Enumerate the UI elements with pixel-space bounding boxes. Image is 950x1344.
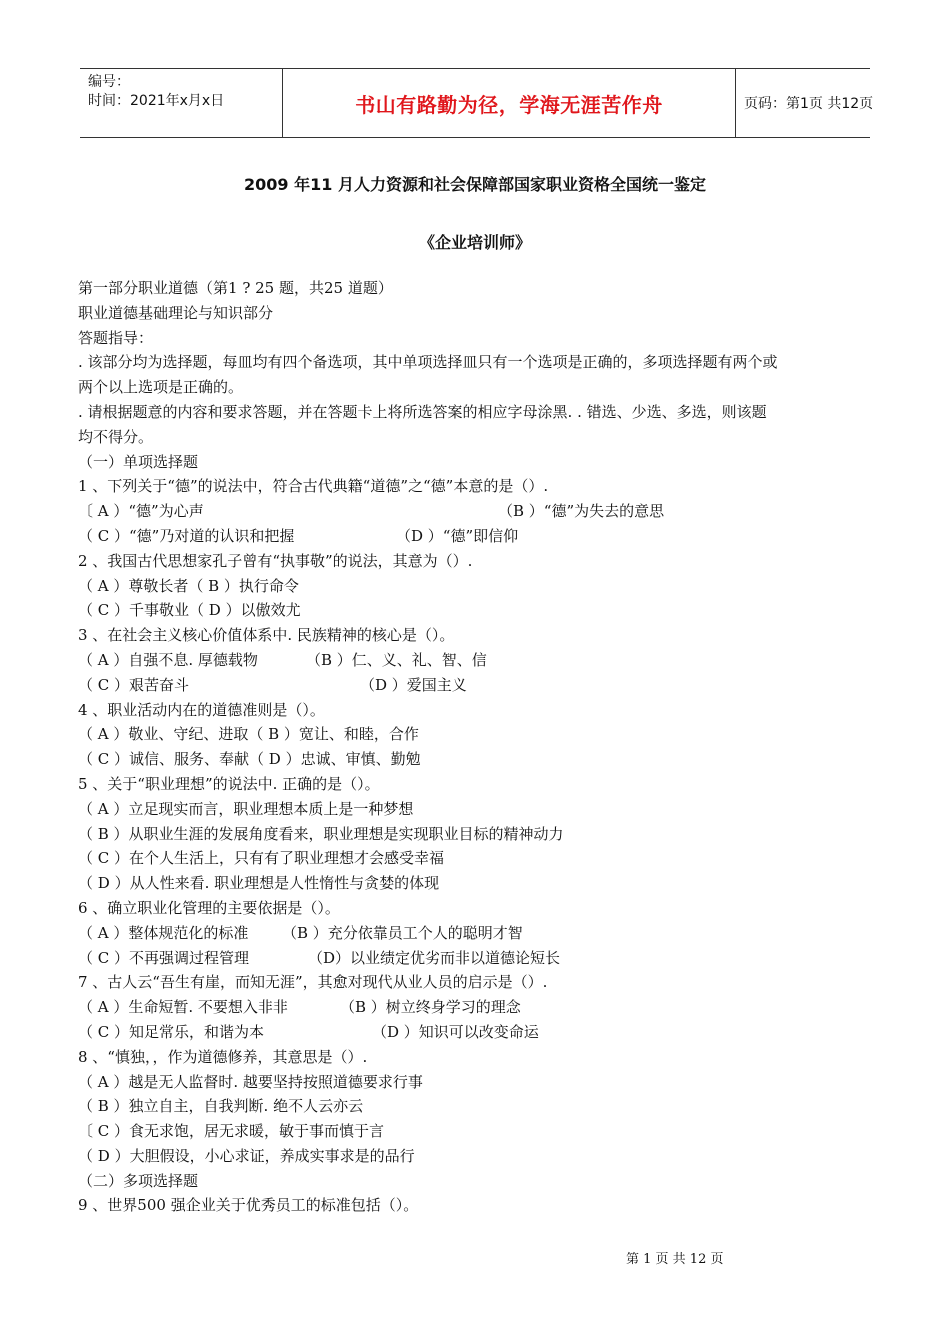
header-meta [88,73,280,111]
line-text: 职业道德基础理论与知识部分 [78,303,274,322]
line-text: （ C ）艰苦奋斗 [78,675,190,694]
line-text: （ A ）尊敬长者（ B ）执行命令 [78,576,299,595]
line-text: . 请根据题意的内容和要求答题，并在答题卡上将所选答案的相应字母涂黑. . 错选、少选、多选，则该题 [78,402,767,421]
option-second: （B ）充分依靠员工个人的聪明才智 [282,923,523,942]
text-line [78,499,868,524]
line-text: （ C ）不再强调过程管理 [78,948,250,967]
text-line [78,1045,868,1070]
page-header [80,68,874,138]
option-second: （D ）知识可以改变命运 [372,1022,539,1041]
line-text: 9 、世界500 强企业关于优秀员工的标准包括（）。 [78,1196,419,1215]
line-text: （ C ）千事敬业（ D ）以傲效尤 [78,601,301,620]
line-text: （ C ）在个人生活上，只有有了职业理想才会感受幸福 [78,849,445,868]
line-text: （ A ）敬业、守纪、进取（ B ）宽让、和睦，合作 [78,725,419,744]
line-text: （ D ）从人性来看. 职业理想是人性惰性与贪婪的体现 [78,874,440,893]
text-line [78,1094,868,1119]
text-line [78,474,868,499]
text-line [78,1070,868,1095]
text-line [78,772,868,797]
document-date: 时间：2021年x月x日 [88,93,225,109]
text-line [78,574,868,599]
option-second: （B ）树立终身学习的理念 [340,998,521,1017]
text-line [78,623,868,648]
text-line [78,846,868,871]
line-text: （ A ）整体规范化的标准 [78,923,249,942]
document-title: 2009 年11 月人力资源和社会保障部国家职业资格全国统一鉴定 [244,175,706,194]
text-line [78,797,868,822]
text-line [78,970,868,995]
line-text: 答题指导： [78,328,154,347]
text-line [78,1020,868,1045]
text-line [78,1169,868,1194]
line-text: 1 、下列关于“德”的说法中，符合古代典籍“道德”之“德”本意的是（）. [78,477,549,496]
text-line [78,747,868,772]
line-text: （ D ）大胆假设，小心求证，养成实事求是的品行 [78,1146,415,1165]
text-line [78,326,868,351]
line-text: 第一部分职业道德（第1 ? 25 题，共25 道题） [78,279,393,297]
line-text: 两个以上选项是正确的。 [78,378,244,397]
text-line [78,1144,868,1169]
line-text: 〔 C ）食无求饱，居无求暖，敏于事而慎于言 [78,1122,385,1141]
line-text: 2 、我国古代思想家孔子曾有“执事敬”的说法，其意为（）. [78,551,473,570]
document-subtitle: 《企业培训师》 [418,233,531,252]
option-second: （D ）爱国主义 [360,675,467,694]
page-footer: 第 1 页 共 12 页 [626,1252,724,1267]
text-line [78,722,868,747]
line-text: （ C ）“德”乃对道的认识和把握 [78,526,295,545]
text-line [78,648,868,673]
text-line [78,995,868,1020]
option-second: （D ）“德”即信仰 [396,526,519,545]
line-text: （ B ）独立自主，自我判断. 绝不人云亦云 [78,1097,364,1116]
line-text: （ A ）生命短暂. 不要想入非非 [78,998,288,1017]
text-line [78,673,868,698]
header-page-info: 页码：第1页 共12页 [744,96,874,112]
line-text: 均不得分。 [78,427,154,446]
text-line [78,276,868,301]
text-line [78,871,868,896]
text-line [78,598,868,623]
text-line [78,549,868,574]
line-text: （一）单项选择题 [78,452,199,471]
line-text: （ A ）立足现实而言，职业理想本质上是一种梦想 [78,799,414,818]
line-text: 5 、关于“职业理想”的说法中. 正确的是（）。 [78,774,380,793]
text-line [78,921,868,946]
line-text: 3 、在社会主义核心价值体系中. 民族精神的核心是（）。 [78,626,455,645]
line-text: （ C ）知足常乐，和谐为本 [78,1022,265,1041]
option-second: （D）以业绩定优劣而非以道德论短长 [308,948,561,967]
line-text: （ B ）从职业生涯的发展角度看来，职业理想是实现职业目标的精神动力 [78,824,564,843]
line-text: （ A ）自强不息. 厚德载物 [78,650,258,669]
text-line [78,425,868,450]
text-line [78,375,868,400]
line-text: 4 、职业活动内在的道德准则是（）。 [78,700,325,719]
line-text: （ A ）越是无人监督时. 越要坚持按照道德要求行事 [78,1072,423,1091]
line-text: （二）多项选择题 [78,1171,199,1190]
text-line [78,896,868,921]
text-line [78,350,868,375]
header-motto: 书山有路勤为径，学海无涯苦作舟 [282,69,736,137]
text-line [78,698,868,723]
text-line [78,822,868,847]
text-line [78,400,868,425]
line-text: 6 、确立职业化管理的主要依据是（）。 [78,898,340,917]
option-second: （B ）“德”为失去的意思 [498,502,665,521]
text-line [78,1193,868,1218]
line-text: 8 、“慎独，，作为道德修养，其意思是（）. [78,1047,368,1066]
text-line [78,946,868,971]
line-text: （ C ）诚信、服务、奉献（ D ）忠诚、审慎、勤勉 [78,750,421,769]
text-line [78,450,868,475]
line-text: 7 、古人云“吾生有崖，而知无涯”，其愈对现代从业人员的启示是（）. [78,973,548,992]
document-body [78,276,868,1218]
text-line [78,301,868,326]
option-second: （B ）仁、义、礼、智、信 [306,650,487,669]
line-text: 〔 A ）“德”为心声 [78,502,204,521]
text-line [78,524,868,549]
text-line [78,1119,868,1144]
document-number-label: 编号： [88,74,130,90]
line-text: . 该部分均为选择题，每皿均有四个备选项，其中单项选择皿只有一个选项是正确的，多项选择题有两个或 [78,353,778,372]
